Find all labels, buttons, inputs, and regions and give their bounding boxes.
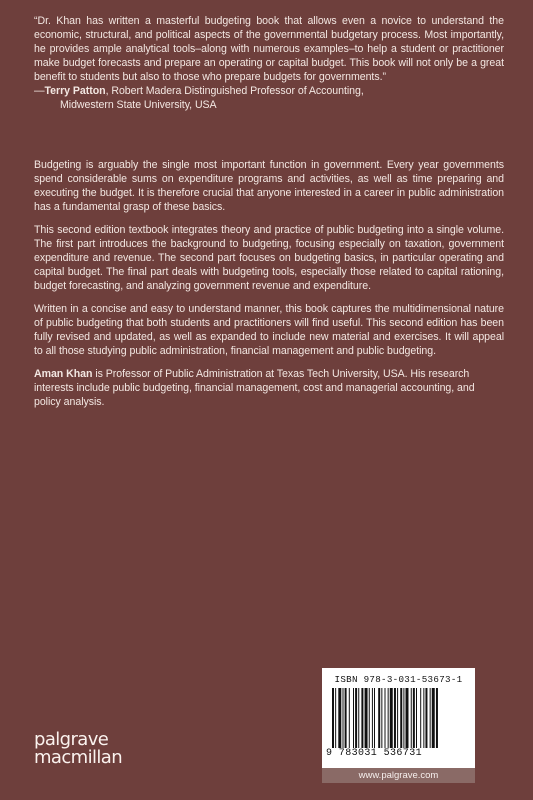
barcode-bar	[369, 688, 370, 748]
barcode-bar	[385, 688, 386, 748]
barcode-bar	[388, 688, 389, 748]
barcode-bar	[406, 688, 409, 748]
barcode-bar	[394, 688, 396, 748]
barcode-bar	[358, 688, 359, 748]
barcode-bars	[332, 688, 470, 748]
endorsement-quote	[34, 14, 504, 112]
barcode-bar	[332, 688, 334, 748]
publisher-logo-line2: macmillan	[34, 747, 123, 768]
author-bio	[34, 367, 504, 409]
endorser-name: Terry Patton	[44, 85, 106, 97]
attribution-dash: —	[34, 85, 45, 97]
barcode-bar	[411, 688, 412, 748]
barcode-bar	[374, 688, 375, 748]
quote-text: “Dr. Khan has written a masterful budgeting book that allows even a novice to understand the economic, structural, and political aspects of the governmental budgetary process. Most importantly, he provides ample analytical tools–along with numerous examples–to help a student or practitioner make budget forecasts and prepare an operating or capital budget. This book will not only be a great benefit to students but also to those who prepare budgets for governments.”	[34, 15, 504, 83]
barcode-bar	[425, 688, 427, 748]
barcode-bar	[436, 688, 438, 748]
barcode-bar	[378, 688, 380, 748]
barcode-bar	[335, 688, 336, 748]
barcode-bar	[413, 688, 415, 748]
quote-attribution	[34, 84, 504, 112]
barcode-bar	[372, 688, 373, 748]
barcode-bar	[397, 688, 398, 748]
barcode-bar	[420, 688, 421, 748]
barcode-bar	[432, 688, 435, 748]
description-paragraph-1: Budgeting is arguably the single most important function in government. Every year governments spend considerable sums on expenditure programs and activities, as well as time preparing and executing the budget. It is therefore crucial that anyone interested in a career in public administration has a fundamental grasp of these basics.	[34, 159, 504, 213]
book-description	[34, 158, 504, 418]
barcode-bar	[345, 688, 347, 748]
barcode-bar	[416, 688, 417, 748]
publisher-logo	[34, 731, 122, 767]
publisher-url: www.palgrave.com	[322, 768, 475, 783]
barcode-bar	[400, 688, 402, 748]
barcode-bar	[355, 688, 357, 748]
isbn-text: ISBN 978-3-031-53673-1	[334, 674, 463, 685]
barcode-bar	[390, 688, 393, 748]
barcode-bar	[381, 688, 382, 748]
author-bio-text: is Professor of Public Administration at Texas Tech University, USA. His research interests include public budgeting, financial management, cost and managerial accounting, and policy analysis.	[34, 368, 475, 408]
barcode-bar	[349, 688, 350, 748]
description-paragraph-2: This second edition textbook integrates theory and practice of public budgeting into a single volume. The first part introduces the background to budgeting, focusing especially on taxation, government expenditure and revenue. The second part focuses on budgeting basics, in particular operating and capital budget. The final part deals with budgeting tools, especially those related to capital rationing, budget forecasting, and analyzing government revenue and expenditure.	[34, 224, 504, 292]
barcode-bar	[353, 688, 354, 748]
barcode-bar	[338, 688, 341, 748]
endorser-affiliation: Midwestern State University, USA	[60, 99, 217, 111]
barcode-bar	[343, 688, 344, 748]
barcode-bar	[361, 688, 363, 748]
isbn-barcode	[322, 668, 475, 768]
barcode-bar	[430, 688, 431, 748]
barcode-bar	[365, 688, 368, 748]
description-paragraph-3: Written in a concise and easy to understand manner, this book captures the multidimensional nature of public budgeting that both students and practitioners will find useful. This second edition has been fully revised and updated, as well as expanded to include new material and exercises. It will appeal to all those studying public administration, financial management and public budgeting.	[34, 303, 504, 357]
endorser-title: , Robert Madera Distinguished Professor of Accounting,	[105, 85, 364, 97]
author-name: Aman Khan	[34, 368, 93, 380]
barcode-bar	[423, 688, 424, 748]
barcode-bar	[403, 688, 404, 748]
barcode-digits: 9 783031 536731	[326, 748, 423, 759]
publisher-logo-line1: palgrave	[34, 729, 109, 750]
